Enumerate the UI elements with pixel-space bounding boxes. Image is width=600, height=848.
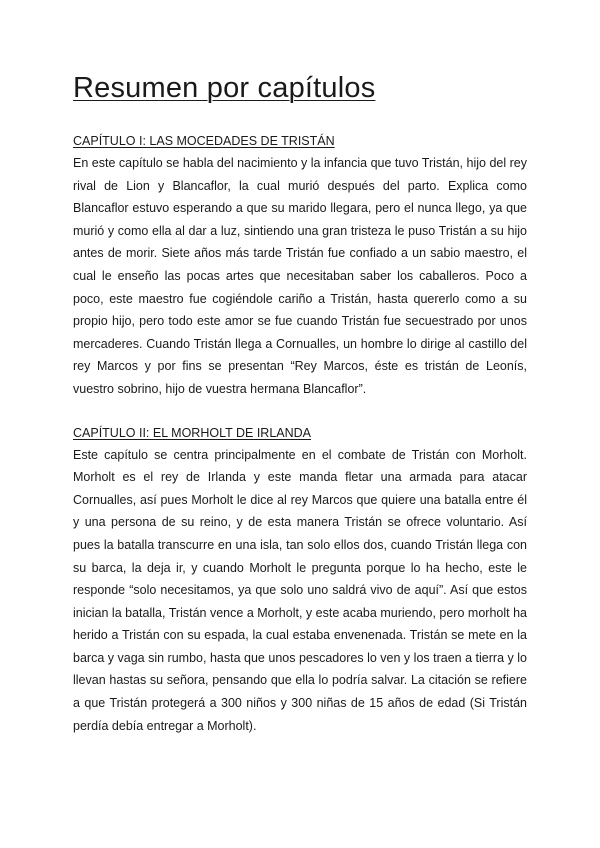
document-page	[73, 70, 527, 737]
chapter-body: En este capítulo se habla del nacimiento y la infancia que tuvo Tristán, hijo del rey rival de Lion y Blancaflor, la cual murió después del parto. Explica como Blancaflor estuvo esperando a que su marido llegara, pero el nunca llego, ya que murió y como ella al dar a luz, sintiendo una gran tristeza le puso Tristán a su hijo antes de morir. Siete años más tarde Tristán fue confiado a un sabio maestro, el cual le enseño las pocas artes que necesitaban saber los caballeros. Poco a poco, este maestro fue cogiéndole cariño a Tristán, hasta quererlo como a su propio hijo, pero todo este amor se fue cuando Tristán fue secuestrado por unos mercaderes. Cuando Tristán llega a Cornualles, un hombre lo dirige al castillo del rey Marcos y por fins se presentan “Rey Marcos, éste es tristán de Leonís, vuestro sobrino, hijo de vuestra hermana Blancaflor”.	[73, 156, 527, 396]
document-title: Resumen por capítulos	[73, 72, 376, 104]
chapter-body: Este capítulo se centra principalmente en el combate de Tristán con Morholt. Morholt es el rey de Irlanda y este manda fletar una armada para atacar Cornualles, así pues Morholt le dice al rey Marcos que quiere una batalla entre él y una persona de su reino, y de esta manera Tristán se ofrece voluntario. Así pues la batalla transcurre en una isla, tan solo ellos dos, cuando Tristán llega con su barca, la deja ir, y cuando Morholt le pregunta porque lo ha hecho, este le responde “solo necesitamos, ya que solo uno saldrá vivo de aquí”. Así que estos inician la batalla, Tristán vence a Morholt, y este acaba muriendo, pero morholt ha herido a Tristán con su espada, la cual estaba envenenada. Tristán se mete en la barca y vaga sin rumbo, hasta que unos pescadores lo ven y los traen a tierra y lo llevan hastas su señora, pensando que ella lo podría salvar. La citación se refiere a que Tristán protegerá a 300 niños y 300 niñas de 15 años de edad (Si Tristán perdía debía entregar a Morholt).	[73, 447, 527, 733]
chapter-heading: CAPÍTULO I: LAS MOCEDADES DE TRISTÁN	[73, 134, 335, 148]
chapter-section	[73, 422, 527, 738]
chapter-heading: CAPÍTULO II: EL MORHOLT DE IRLANDA	[73, 425, 312, 440]
chapter-section	[73, 130, 527, 401]
